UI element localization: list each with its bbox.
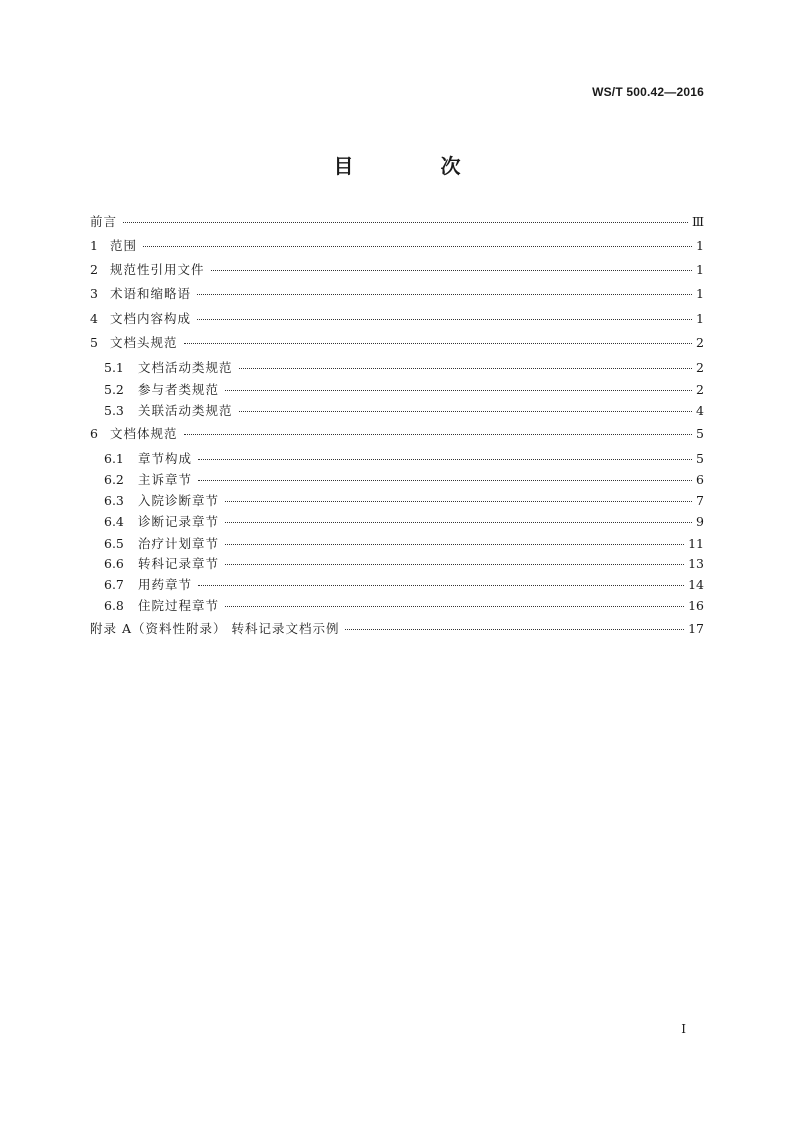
toc-entry-page: 1 [696, 262, 704, 277]
toc-dot-leader [198, 459, 692, 460]
toc-entry-number: 6.1 [104, 451, 124, 466]
toc-entry[interactable] [90, 288, 704, 301]
toc-entry-number: 1 [90, 238, 98, 253]
toc-entry-label: 住院过程章节 [138, 598, 220, 613]
toc-entry[interactable] [90, 579, 704, 592]
toc-entry[interactable] [90, 623, 704, 636]
toc-dot-leader [184, 343, 692, 344]
toc-entry-label: 入院诊断章节 [138, 493, 220, 508]
toc-entry-number: 4 [90, 311, 98, 326]
toc-entry-label: 文档内容构成 [110, 311, 192, 326]
toc-entry-number: 5.3 [104, 403, 124, 418]
toc-dot-leader [239, 411, 692, 412]
toc-entry-label: 用药章节 [138, 577, 193, 592]
toc-dot-leader [211, 270, 692, 271]
toc-dot-leader [345, 629, 684, 630]
toc-entry-label: 参与者类规范 [138, 382, 220, 397]
toc-dot-leader [143, 246, 692, 247]
toc-entry-page: 13 [688, 556, 704, 571]
toc-entry[interactable] [90, 240, 704, 253]
toc-dot-leader [225, 501, 692, 502]
toc-entry-page: 4 [696, 403, 704, 418]
toc-dot-leader [225, 606, 684, 607]
toc-entry-number: 2 [90, 262, 98, 277]
toc-dot-leader [225, 522, 692, 523]
toc-dot-leader [197, 319, 692, 320]
toc-entry[interactable] [90, 428, 704, 441]
toc-entry-label: 关联活动类规范 [138, 403, 233, 418]
toc-entry-page: 2 [696, 360, 704, 375]
standard-code: WS/T 500.42—2016 [592, 85, 704, 99]
toc-entry-page: 6 [696, 472, 704, 487]
toc-entry-label: 文档体规范 [110, 426, 178, 441]
toc-entry-number: 3 [90, 286, 98, 301]
toc-entry-label: 前言 [90, 214, 118, 229]
toc-entry-label: 规范性引用文件 [110, 262, 205, 277]
toc-entry-number: 6.8 [104, 598, 124, 613]
toc-entry-number: 6.5 [104, 536, 124, 551]
toc-dot-leader [123, 222, 688, 223]
toc-dot-leader [225, 390, 692, 391]
toc-entry[interactable] [90, 362, 704, 375]
toc-entry-page: 16 [688, 598, 704, 613]
toc-entry-label: 文档活动类规范 [138, 360, 233, 375]
toc-entry[interactable] [90, 313, 704, 326]
toc-entry-label: 主诉章节 [138, 472, 193, 487]
toc-entry[interactable] [90, 264, 704, 277]
toc-entry-page: 14 [688, 577, 704, 592]
toc-entry-page: 7 [696, 493, 704, 508]
toc-entry[interactable] [90, 538, 704, 551]
toc-dot-leader [198, 585, 684, 586]
toc-entry-label: 章节构成 [138, 451, 193, 466]
toc-dot-leader [225, 564, 684, 565]
toc-entry-number: 6.2 [104, 472, 124, 487]
toc-entry-label: 诊断记录章节 [138, 514, 220, 529]
toc-entry-number: 5.1 [104, 360, 124, 375]
toc-entry[interactable] [90, 600, 704, 613]
toc-entry[interactable] [90, 516, 704, 529]
toc-entry-page: 17 [688, 621, 704, 636]
toc-dot-leader [239, 368, 692, 369]
toc-entry[interactable] [90, 558, 704, 571]
toc-entry-label: 范围 [110, 238, 138, 253]
toc-entry[interactable] [90, 453, 704, 466]
toc-entry-number: 5.2 [104, 382, 124, 397]
toc-dot-leader [197, 294, 692, 295]
toc-entry-number: 6.6 [104, 556, 124, 571]
toc-entry-page: 2 [696, 382, 704, 397]
toc-entry[interactable] [90, 405, 704, 418]
toc-entry-page: 11 [688, 536, 704, 551]
toc-entry-number: 6.7 [104, 577, 124, 592]
toc-entry-label: 转科记录章节 [138, 556, 220, 571]
toc-entry-page: 1 [696, 311, 704, 326]
toc-entry-page: 5 [696, 426, 704, 441]
page-title: 目 次 [333, 154, 501, 178]
toc-entry-number: 6 [90, 426, 98, 441]
toc-dot-leader [184, 434, 692, 435]
toc-entry-page: 2 [696, 335, 704, 350]
toc-entry-page: 5 [696, 451, 704, 466]
toc-entry[interactable] [90, 384, 704, 397]
toc-entry[interactable] [90, 337, 704, 350]
toc-entry-page: Ⅲ [691, 214, 704, 229]
toc-entry-page: 1 [696, 238, 704, 253]
page-number: I [681, 1022, 686, 1036]
toc-entry-label: 文档头规范 [110, 335, 178, 350]
toc-entry-number: 6.4 [104, 514, 124, 529]
toc-entry[interactable] [90, 474, 704, 487]
toc-entry[interactable] [90, 216, 704, 229]
toc-entry-label: 治疗计划章节 [138, 536, 220, 551]
toc-entry-label: 附录 A（资料性附录） 转科记录文档示例 [90, 621, 340, 636]
toc-entry-number: 6.3 [104, 493, 124, 508]
toc-dot-leader [225, 544, 684, 545]
toc-entry-page: 1 [696, 286, 704, 301]
toc-entry-page: 9 [696, 514, 704, 529]
toc-entry-number: 5 [90, 335, 98, 350]
toc-entry-label: 术语和缩略语 [110, 286, 192, 301]
toc-dot-leader [198, 480, 692, 481]
toc-entry[interactable] [90, 495, 704, 508]
